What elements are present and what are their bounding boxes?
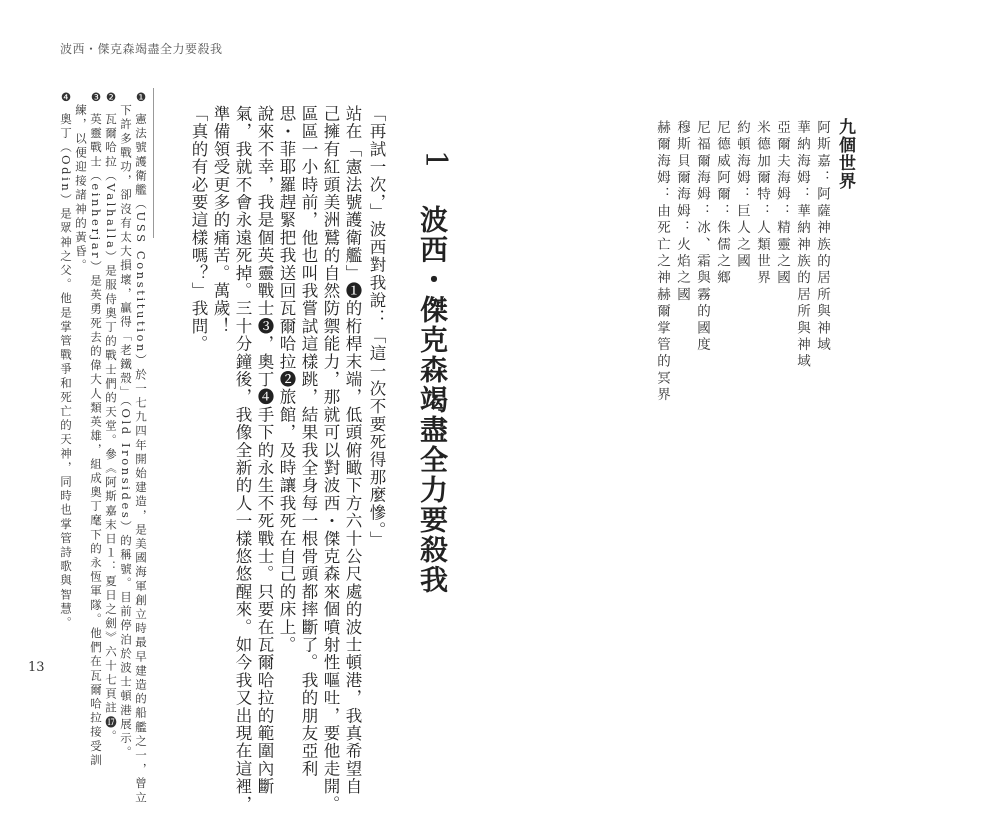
footnote-line: ❷ 瓦爾哈拉（Valhalla）是服侍奧丁的戰士們的天堂。參《阿斯嘉末日１：夏日之劍》六十七頁註⓱。 [104,90,118,744]
body-line: 區區一小時前，他也叫我嘗試這樣跳，結果我全身每一根骨頭都摔斷了。我的朋友亞利 [299,105,318,778]
running-header: 波西・傑克森竭盡全力要殺我 [60,42,223,56]
body-line: 「真的有必要這樣嗎？」我問。 [189,105,208,353]
body-line: 思・菲耶羅趕緊把我送回瓦爾哈拉❷旅館，及時讓我死在自己的床上。 [277,105,296,654]
footnote-line: ❸ 英靈戰士（einherjar）是英勇死去的偉大人類英雄，組成奧丁麾下的永恆軍隊。他們在瓦爾哈拉接受訓 [89,90,103,768]
body-line: 「再試一次，」波西對我說：「這一次不要死得那麼慘。」 [367,105,386,549]
chapter-number: 1 [418,150,453,170]
body-line: 氣，我就不會永遠死掉。三十分鐘後，我像全新的人一樣悠悠醒來。如今我又出現在這裡， [233,105,252,813]
chapter-title: 波西・傑克森竭盡全力要殺我 [416,205,449,595]
world-item: 阿斯嘉：阿薩神族的居所與神域 [814,120,830,354]
footnote-divider [153,88,154,238]
footnote-line: ❹ 奧丁（Odin）是眾神之父。他是掌管戰爭和死亡的天神，同時也掌管詩歌與智慧。 [59,90,73,631]
world-item: 尼德威阿爾：侏儒之鄉 [714,120,730,287]
world-item: 米德加爾特：人類世界 [754,120,770,287]
nine-worlds-title: 九個世界 [835,118,855,190]
page-number: 13 [28,660,45,675]
world-item: 尼福爾海姆：冰、霜與霧的國度 [694,120,710,354]
world-item: 亞爾夫海姆：精靈之國 [774,120,790,287]
body-line: 己擁有紅頭美洲鷲的自然防禦能力，那就可以對波西・傑克森來個噴射性嘔吐，要他走開。 [321,105,340,813]
footnote-line: 練，以便迎接諸神的黃昏。 [74,104,88,274]
body-line: 說來不幸，我是個英靈戰士❸，奧丁❹手下的永生不死戰士。只要在瓦爾哈拉的範圍內斷 [255,105,274,796]
world-item: 赫爾海姆：由死亡之神赫爾掌管的冥界 [654,120,670,404]
world-item: 約頓海姆：巨人之國 [734,120,750,271]
body-line: 準備領受更多的痛苦。萬歲！ [211,105,230,336]
world-item: 華納海姆：華納神族的居所與神域 [794,120,810,371]
world-item: 穆斯貝爾海姆：火焰之國 [674,120,690,304]
footnote-line: ❶ 憲法號護衛艦（USS Constitution）於一七九四年開始建造，是美國海軍創立時最早建造的船艦之一，曾立 [134,90,148,806]
body-line: 站在「憲法號護衛艦」❶的桁桿末端，低頭俯瞰下方六十公尺處的波士頓港，我真希望自 [343,105,362,796]
footnote-line: 下許多戰功，卻沒有太大損壞，贏得「老鐵殼」（Old Ironsides）的稱號。目前停泊於波士頓港展示。 [119,104,133,761]
